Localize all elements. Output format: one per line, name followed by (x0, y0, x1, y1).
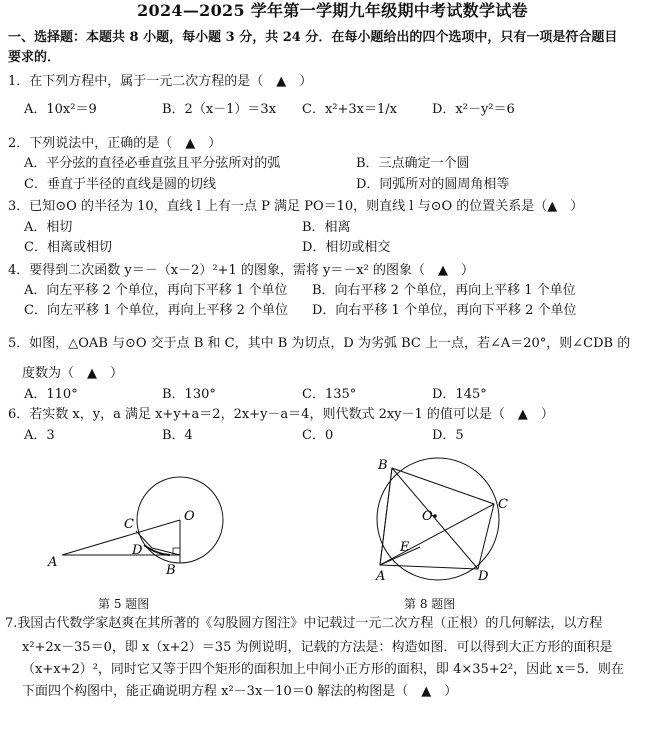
figure-8-diagram (366, 456, 526, 586)
q7-line-3: （x+x+2）²，同时它又等于四个矩形的面积加上中间小正方形的面积，即 4×35+2²，因此 x＝5．则在 (22, 662, 624, 677)
q3-option-d: D．相切或相交 (302, 240, 391, 255)
figure-5-diagram (40, 462, 250, 580)
fig5-label-a: A (48, 555, 58, 570)
q2-option-c: C．垂直于半径的直线是圆的切线 (24, 177, 216, 192)
figure-8-caption: 第 8 题图 (404, 597, 456, 611)
q5-stem: 5．如图，△OAB 与⊙O 交于点 B 和 C，其中 B 为切点，D 为劣弧 BC 上一点，若∠A＝20°，则∠CDB 的 (8, 336, 631, 351)
exam-title: 2024—2025 学年第一学期九年级期中考试数学试卷 (137, 1, 528, 20)
q3-option-a: A．相切 (24, 220, 73, 235)
q6-stem: 6．若实数 x，y，a 满足 x+y+a＝2，2x+y－a＝4，则代数式 2xy－1 的值可以是（ ▲ ） (8, 407, 554, 422)
q4-option-c: C．向左平移 1 个单位，再向上平移 2 个单位 (24, 303, 289, 318)
q4-stem: 4．要得到二次函数 y＝－（x－2）²+1 的图象，需将 y＝－x² 的图象（ ▲ ） (8, 263, 475, 278)
q2-option-a: A．平分弦的直径必垂直弦且平分弦所对的弧 (24, 156, 281, 171)
fig8-label-b: B (378, 458, 388, 473)
fig8-label-o: O (422, 509, 433, 524)
q3-option-b: B．相离 (302, 220, 351, 235)
q5-option-b: B．130° (162, 387, 216, 402)
fig5-label-d: D (132, 543, 143, 558)
fig5-label-c: C (124, 517, 134, 532)
fig8-label-a: A (376, 569, 386, 584)
q5-stem-cont: 度数为（ ▲ ） (22, 366, 123, 381)
section-header-cont: 要求的． (8, 50, 61, 65)
q7-line-4: 下面四个构图中，能正确说明方程 x²－3x－10＝0 解法的构图是（ ▲ ） (22, 684, 458, 699)
q1-option-a: A．10x²＝9 (24, 102, 97, 117)
fig8-label-d: D (478, 569, 489, 584)
q5-option-a: A．110° (24, 387, 78, 402)
fig5-label-o: O (184, 509, 195, 524)
q2-option-b: B．三点确定一个圆 (356, 156, 470, 171)
fig8-label-e: E (400, 540, 410, 555)
q6-option-c: C．0 (302, 428, 334, 443)
q4-option-a: A．向左平移 2 个单位，再向下平移 1 个单位 (24, 283, 288, 298)
q5-option-d: D．145° (432, 387, 487, 402)
q5-option-c: C．135° (302, 387, 357, 402)
q4-option-b: B．向右平移 2 个单位，再向上平移 1 个单位 (312, 283, 576, 298)
q4-option-d: D．向右平移 1 个单位，再向下平移 2 个单位 (312, 303, 577, 318)
q2-stem: 2．下列说法中，正确的是（ ▲ ） (8, 136, 222, 151)
q1-stem: 1．在下列方程中，属于一元二次方程的是（ ▲ ） (8, 74, 313, 89)
q7-line-1: 7.我国古代数学家赵爽在其所著的《勾股圆方图注》中记载过一元二次方程（正根）的几何解法，以方程 (5, 616, 603, 631)
q6-option-d: D．5 (432, 428, 464, 443)
q6-option-a: A．3 (24, 428, 55, 443)
fig5-label-b: B (166, 563, 176, 578)
q1-option-b: B．2（x－1）＝3x (162, 102, 277, 117)
q7-line-2: x²+2x－35＝0，即 x（x+2）＝35 为例说明，记载的方法是：构造如图．可以得到大正方形的面积是 (22, 640, 613, 655)
q1-option-d: D．x²－y²＝6 (432, 102, 515, 117)
q3-stem: 3．已知⊙O 的半径为 10，直线 l 上有一点 P 满足 PO＝10，则直线 l 与⊙O 的位置关系是（▲ ） (8, 199, 584, 214)
fig8-label-c: C (498, 497, 508, 512)
q6-option-b: B．4 (162, 428, 193, 443)
q2-option-d: D．同弧所对的圆周角相等 (356, 177, 510, 192)
q1-option-c: C．x²+3x＝1/x (302, 102, 397, 117)
q3-option-c: C．相离或相切 (24, 240, 112, 255)
section-header: 一、选择题：本题共 8 小题，每小题 3 分，共 24 分．在每小题给出的四个选项中，只有一项是符合题目 (8, 30, 618, 45)
figure-5-caption: 第 5 题图 (98, 597, 150, 611)
